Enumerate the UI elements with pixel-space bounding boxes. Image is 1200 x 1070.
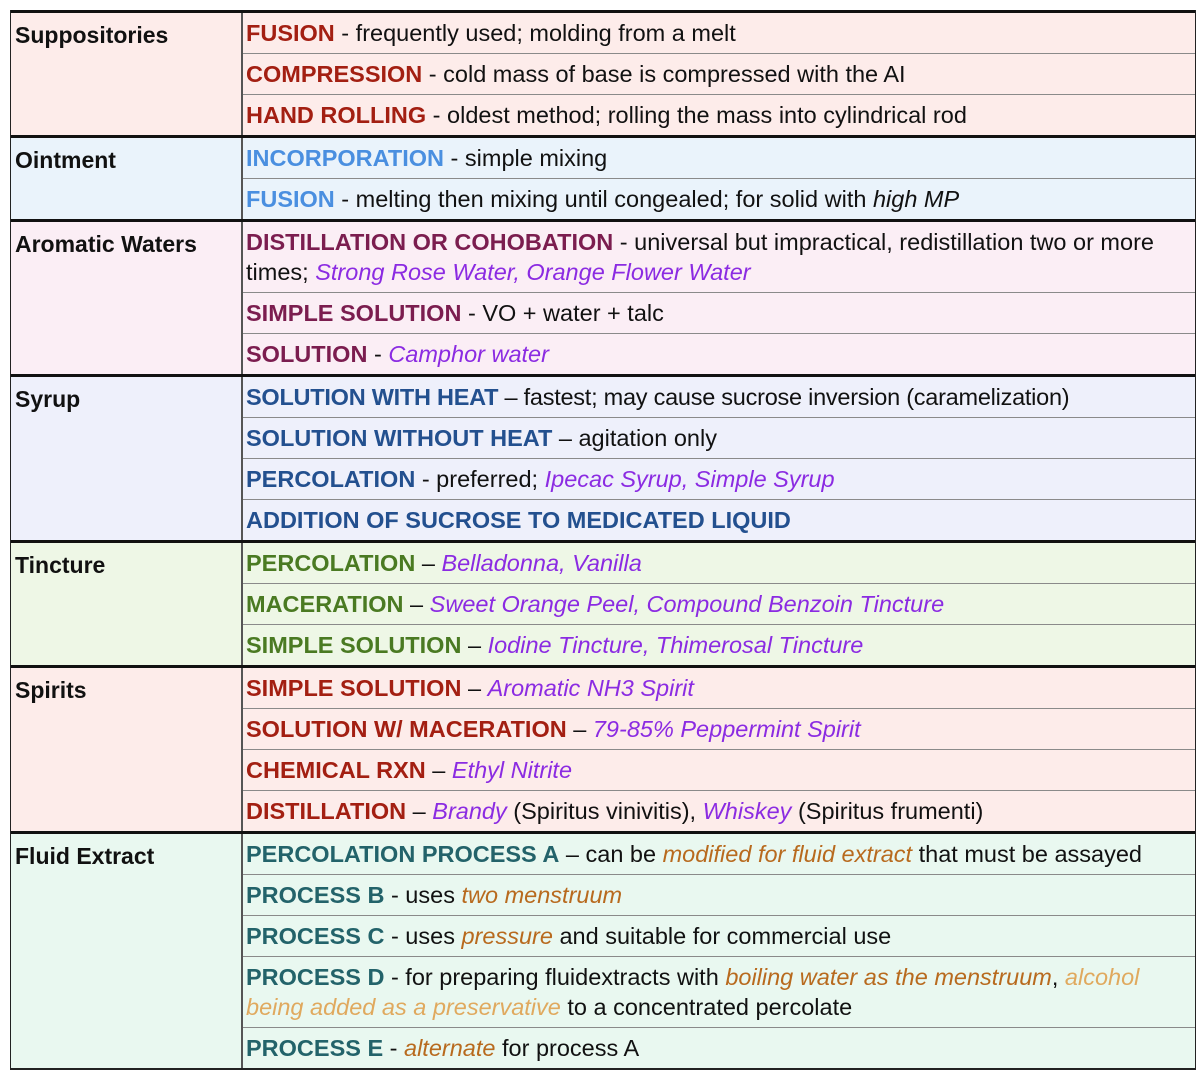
method-row: [243, 499, 1195, 540]
method-description: -: [383, 1035, 405, 1061]
method-name: PROCESS B: [246, 882, 385, 908]
method-description: – fastest; may cause sucrose inversion (caramelization): [498, 384, 1070, 410]
method-name: SIMPLE SOLUTION: [246, 300, 462, 326]
method-description: - simple mixing: [444, 145, 608, 171]
method-row: [243, 13, 1195, 53]
method-row: [243, 790, 1195, 831]
method-row: [243, 583, 1195, 624]
method-name: INCORPORATION: [246, 145, 445, 171]
method-description: - oldest method; rolling the mass into cylindrical rod: [426, 102, 967, 128]
method-name: PROCESS C: [246, 923, 385, 949]
emphasis-text: alcohol being added as a preservative: [246, 964, 1140, 1020]
method-name: DISTILLATION OR COHOBATION: [246, 229, 614, 255]
method-row: [243, 956, 1195, 1027]
example-text: Whiskey: [702, 798, 792, 824]
example-text: Strong Rose Water, Orange Flower Water: [315, 259, 751, 285]
method-description: ,: [1051, 964, 1065, 990]
group-syrup: [11, 374, 1195, 540]
method-name: PERCOLATION: [246, 550, 416, 576]
method-name: ADDITION OF SUCROSE TO MEDICATED LIQUID: [246, 507, 791, 533]
method-name: SOLUTION WITHOUT HEAT: [246, 425, 553, 451]
example-text: Ethyl Nitrite: [451, 757, 573, 783]
example-text: Ipecac Syrup, Simple Syrup: [544, 466, 835, 492]
method-name: SOLUTION W/ MACERATION: [246, 716, 567, 742]
method-description: -: [367, 341, 389, 367]
method-description: –: [406, 798, 433, 824]
example-text: Sweet Orange Peel, Compound Benzoin Tincture: [429, 591, 945, 617]
group-ointment: [11, 135, 1195, 219]
category-label: Fluid Extract: [11, 834, 243, 1068]
method-list: [243, 543, 1195, 665]
method-description: –: [415, 550, 442, 576]
example-text: Belladonna, Vanilla: [441, 550, 642, 576]
method-description: - uses: [384, 882, 462, 908]
method-description: –: [461, 675, 488, 701]
method-list: [243, 13, 1195, 135]
method-list: [243, 138, 1195, 219]
italic-note: high MP: [872, 186, 960, 212]
category-label: Tincture: [11, 543, 243, 665]
method-name: SIMPLE SOLUTION: [246, 675, 462, 701]
method-name: SIMPLE SOLUTION: [246, 632, 462, 658]
emphasis-text: pressure: [461, 923, 553, 949]
method-name: PERCOLATION PROCESS A: [246, 841, 560, 867]
method-row: [243, 417, 1195, 458]
method-row: [243, 377, 1195, 417]
group-fluid-extract: [11, 831, 1195, 1068]
method-name: SOLUTION WITH HEAT: [246, 384, 499, 410]
category-label: Spirits: [11, 668, 243, 831]
method-name: PERCOLATION: [246, 466, 416, 492]
method-description: –: [403, 591, 430, 617]
method-list: [243, 222, 1195, 374]
method-description: - for preparing fluidextracts with: [384, 964, 726, 990]
group-suppositories: [11, 10, 1195, 135]
example-text: Brandy: [432, 798, 507, 824]
method-description: –: [425, 757, 452, 783]
method-description: (Spiritus frumenti): [791, 798, 984, 824]
category-label: Suppositories: [11, 13, 243, 135]
method-row: [243, 94, 1195, 135]
method-row: [243, 668, 1195, 708]
method-row: [243, 624, 1195, 665]
method-row: [243, 333, 1195, 374]
group-aromatic-waters: [11, 219, 1195, 374]
method-description: – agitation only: [552, 425, 717, 451]
method-description: for process A: [495, 1035, 640, 1061]
method-row: [243, 222, 1195, 292]
method-description: - frequently used; molding from a melt: [334, 20, 736, 46]
method-row: [243, 749, 1195, 790]
example-text: 79-85% Peppermint Spirit: [592, 716, 861, 742]
method-name: CHEMICAL RXN: [246, 757, 426, 783]
method-name: HAND ROLLING: [246, 102, 427, 128]
method-row: [243, 708, 1195, 749]
emphasis-text: modified for fluid extract: [662, 841, 913, 867]
emphasis-text: boiling water as the menstruum: [725, 964, 1052, 990]
method-description: - melting then mixing until congealed; for solid with: [334, 186, 873, 212]
method-list: [243, 834, 1195, 1068]
method-name: MACERATION: [246, 591, 404, 617]
method-row: [243, 915, 1195, 956]
method-description: – can be: [559, 841, 663, 867]
method-name: COMPRESSION: [246, 61, 423, 87]
method-description: and suitable for commercial use: [552, 923, 892, 949]
example-text: Camphor water: [388, 341, 549, 367]
method-name: PROCESS D: [246, 964, 385, 990]
preparation-methods-table: [10, 10, 1196, 1070]
example-text: Aromatic NH3 Spirit: [487, 675, 694, 701]
method-row: [243, 874, 1195, 915]
method-description: –: [566, 716, 593, 742]
emphasis-text: alternate: [404, 1035, 496, 1061]
category-label: Ointment: [11, 138, 243, 219]
method-name: FUSION: [246, 186, 335, 212]
method-list: [243, 377, 1195, 540]
method-row: [243, 138, 1195, 178]
method-name: PROCESS E: [246, 1035, 384, 1061]
emphasis-text: two menstruum: [461, 882, 623, 908]
category-label: Syrup: [11, 377, 243, 540]
method-description: - preferred;: [415, 466, 545, 492]
method-description: - uses: [384, 923, 462, 949]
method-row: [243, 53, 1195, 94]
method-name: DISTILLATION: [246, 798, 407, 824]
method-row: [243, 292, 1195, 333]
method-description: - cold mass of base is compressed with the AI: [422, 61, 906, 87]
method-row: [243, 1027, 1195, 1068]
method-name: FUSION: [246, 20, 335, 46]
group-tincture: [11, 540, 1195, 665]
method-row: [243, 178, 1195, 219]
method-name: SOLUTION: [246, 341, 368, 367]
example-text: Iodine Tincture, Thimerosal Tincture: [487, 632, 864, 658]
method-description: - VO + water + talc: [461, 300, 664, 326]
group-spirits: [11, 665, 1195, 831]
method-row: [243, 458, 1195, 499]
method-description: - universal but impractical, redistillation two or more times;: [246, 229, 1154, 285]
category-label: Aromatic Waters: [11, 222, 243, 374]
method-row: [243, 543, 1195, 583]
method-description: to a concentrated percolate: [560, 994, 853, 1020]
method-row: [243, 834, 1195, 874]
method-description: –: [461, 632, 488, 658]
method-description: (Spiritus vinivitis),: [506, 798, 703, 824]
method-list: [243, 668, 1195, 831]
method-description: that must be assayed: [912, 841, 1142, 867]
